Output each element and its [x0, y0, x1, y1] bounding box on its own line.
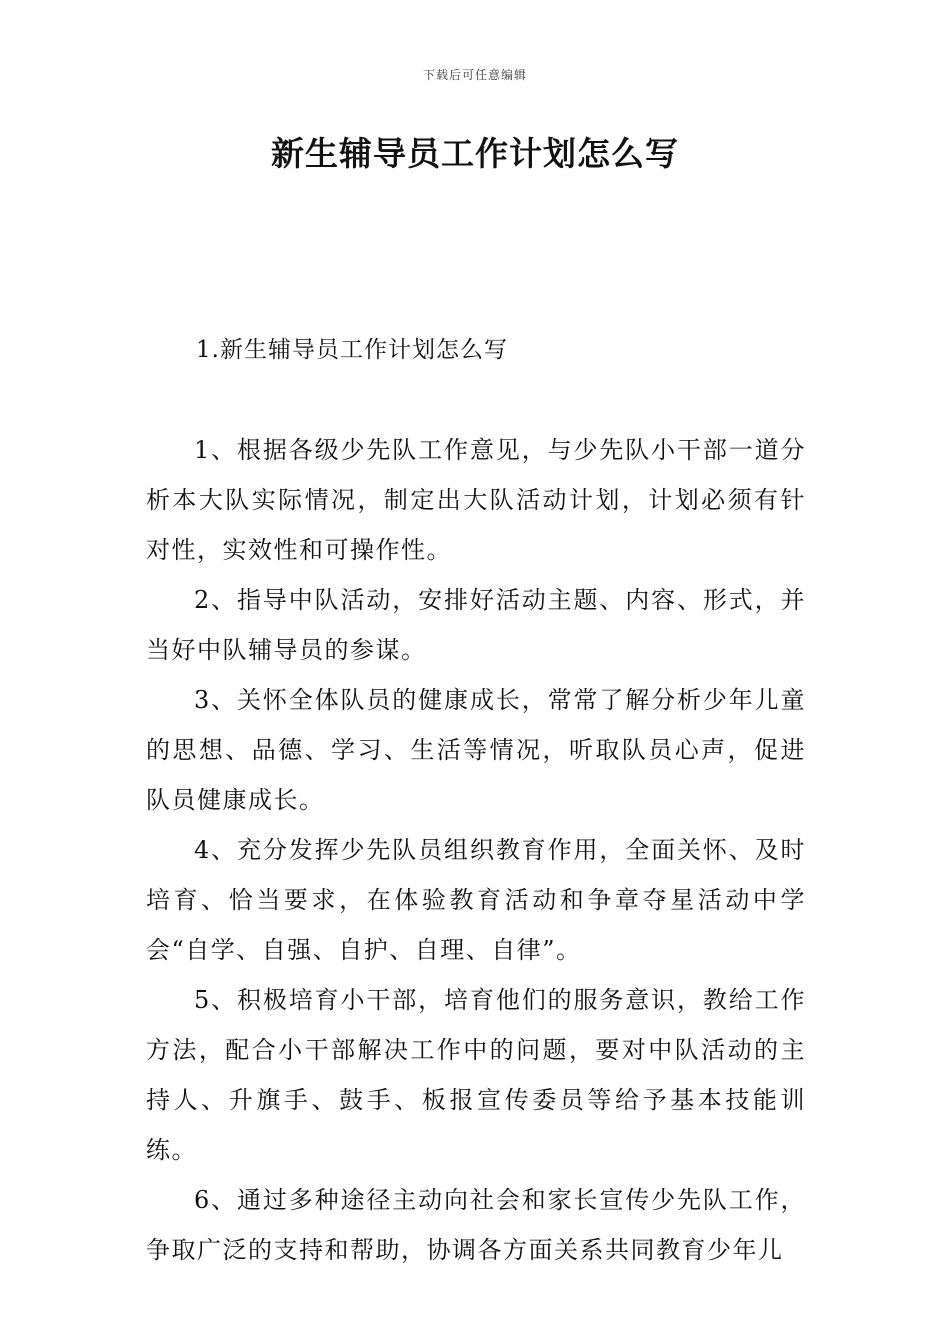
paragraph-6: 6、通过多种途径主动向社会和家长宣传少先队工作，争取广泛的支持和帮助，协调各方面关系共同教育少年儿 [146, 1186, 806, 1264]
document-title: 新生辅导员工作计划怎么写 [271, 134, 679, 173]
paragraph-1: 1、根据各级少先队工作意见，与少先队小干部一道分析本大队实际情况，制定出大队活动计划，计划必须有针对性，实效性和可操作性。 [146, 436, 806, 564]
paragraph-4: 4、充分发挥少先队员组织教育作用，全面关怀、及时培育、恰当要求，在体验教育活动和争章夺星活动中学会“自学、自强、自护、自理、自律”。 [146, 836, 806, 964]
section-heading: 1.新生辅导员工作计划怎么写 [196, 337, 508, 363]
header-note: 下载后可任意编辑 [422, 68, 527, 82]
paragraph-3: 3、关怀全体队员的健康成长，常常了解分析少年儿童的思想、品德、学习、生活等情况，听取队员心声，促进队员健康成长。 [146, 686, 806, 814]
paragraph-5: 5、积极培育小干部，培育他们的服务意识，教给工作方法，配合小干部解决工作中的问题，要对中队活动的主持人、升旗手、鼓手、板报宣传委员等给予基本技能训练。 [146, 986, 806, 1164]
document-body [146, 425, 806, 1275]
paragraph-2: 2、指导中队活动，安排好活动主题、内容、形式，并当好中队辅导员的参谋。 [146, 586, 806, 664]
